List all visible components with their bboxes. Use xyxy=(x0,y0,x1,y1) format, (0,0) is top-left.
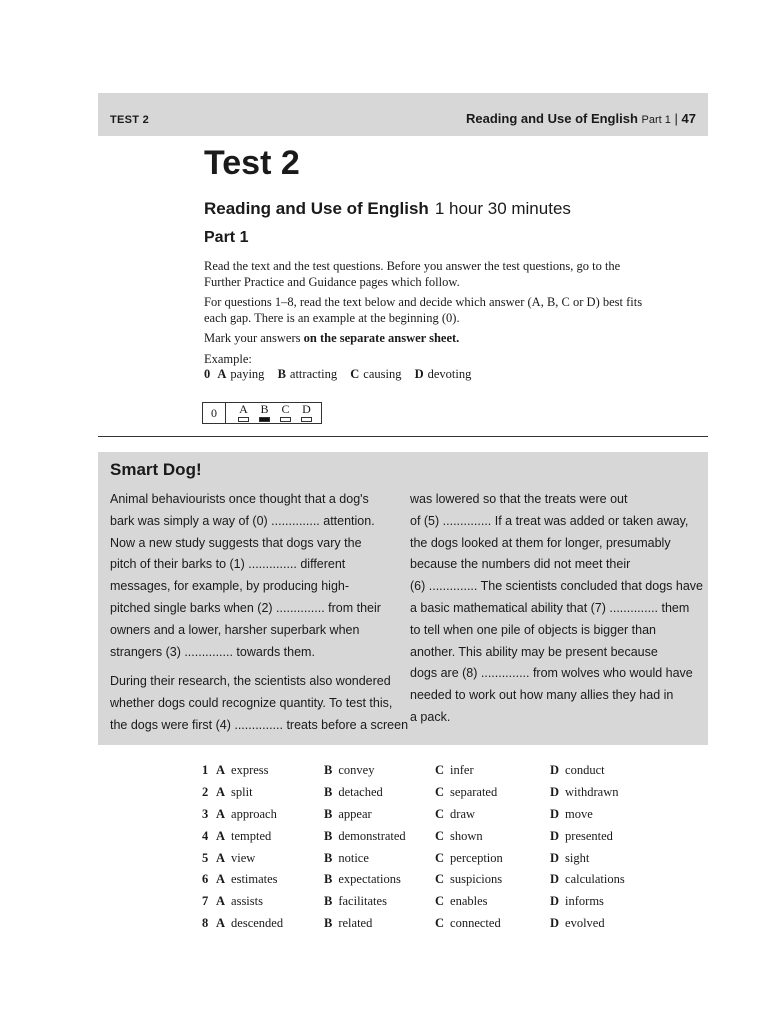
answer-bubble-b: B xyxy=(259,404,270,422)
section-divider xyxy=(98,436,708,437)
option-a: A split xyxy=(216,785,253,800)
paper-name: Reading and Use of English xyxy=(204,199,429,218)
passage-panel xyxy=(98,452,708,745)
option-d: D withdrawn xyxy=(550,785,619,800)
separator: | xyxy=(674,111,678,126)
passage-right-column xyxy=(410,489,703,729)
answer-bubble-c: C xyxy=(280,404,291,422)
example-option-b: B attracting xyxy=(277,367,338,381)
passage-line: the dogs looked at them for longer, presumably xyxy=(410,535,671,550)
example-answer-grid xyxy=(202,402,322,424)
passage-line: Animal behaviourists once thought that a dog's xyxy=(110,492,369,506)
instruction-further-practice: Read the text and the test questions. Before you answer the test questions, go to the Further Practice and Guidance pages which follow. xyxy=(204,259,621,289)
answer-grid-number: 0 xyxy=(203,403,226,423)
passage-line: strangers (3) .............. towards them. xyxy=(110,644,315,659)
question-number: 1 xyxy=(202,763,209,778)
option-c: C connected xyxy=(435,915,501,930)
passage-line: During their research, the scientists also wondered xyxy=(110,674,391,689)
question-number: 2 xyxy=(202,785,209,800)
passage-line: bark was simply a way of (0) .............. attention. xyxy=(110,513,375,528)
part-heading: Part 1 xyxy=(204,229,249,246)
question-number: 4 xyxy=(202,828,209,843)
option-a: A descended xyxy=(216,915,284,930)
page-title: Test 2 xyxy=(204,144,300,182)
option-b: B notice xyxy=(324,850,369,865)
option-a: A approach xyxy=(216,806,277,821)
option-c: C suspicions xyxy=(435,872,503,887)
example-label: Example: xyxy=(204,352,252,366)
option-a: A view xyxy=(216,850,256,865)
test-label: TEST 2 xyxy=(110,114,150,126)
passage-line: owners and a lower, harsher superbark when xyxy=(110,622,360,637)
passage-line: a pack. xyxy=(410,709,451,724)
question-number: 5 xyxy=(202,850,209,865)
question-number: 8 xyxy=(202,915,209,930)
option-b: B facilitates xyxy=(324,894,387,909)
passage-line: to tell when one pile of objects is bigger than xyxy=(410,622,656,637)
passage-line: because the numbers did not meet their xyxy=(410,557,631,572)
passage-line: of (5) .............. If a treat was added or taken away, xyxy=(410,513,689,528)
instruction-questions: For questions 1–8, read the text below and decide which answer (A, B, C or D) best fits each gap. There is an example at the beginning (0). xyxy=(204,295,643,325)
page-number: 47 xyxy=(681,111,696,126)
paper-duration: 1 hour 30 minutes xyxy=(434,199,571,218)
example-options xyxy=(204,367,481,382)
question-row xyxy=(202,891,650,913)
option-a: A tempted xyxy=(216,828,272,843)
option-c: C infer xyxy=(435,763,474,778)
option-a: A assists xyxy=(216,894,263,909)
question-row xyxy=(202,913,650,935)
question-number: 3 xyxy=(202,806,209,821)
question-row xyxy=(202,782,650,804)
question-number: 6 xyxy=(202,872,209,887)
option-c: C perception xyxy=(435,850,503,865)
passage-line: was lowered so that the treats were out xyxy=(410,492,628,506)
paper-subtitle xyxy=(204,199,571,219)
passage-line: a basic mathematical ability that (7) .............. them xyxy=(410,600,690,615)
option-b: B convey xyxy=(324,763,375,778)
passage-line: whether dogs could recognize quantity. To test this, xyxy=(110,696,393,711)
option-d: D calculations xyxy=(550,872,625,887)
option-a: A express xyxy=(216,763,269,778)
answer-bubble-d: D xyxy=(301,404,312,422)
option-a: A estimates xyxy=(216,872,278,887)
instruction-text: Mark your answers xyxy=(204,331,304,345)
option-d: D evolved xyxy=(550,915,605,930)
option-c: C enables xyxy=(435,894,488,909)
passage-left-column xyxy=(110,489,409,737)
option-d: D move xyxy=(550,806,593,821)
question-row xyxy=(202,760,650,782)
example-number: 0 xyxy=(204,367,211,381)
instruction-bold: on the separate answer sheet. xyxy=(303,331,460,345)
question-row xyxy=(202,847,650,869)
option-b: B demonstrated xyxy=(324,828,406,843)
page-header xyxy=(98,93,708,136)
option-d: D informs xyxy=(550,894,604,909)
answer-options-table xyxy=(202,760,650,934)
passage-line: dogs are (8) .............. from wolves who would have xyxy=(410,666,693,681)
passage-line: messages, for example, by producing high- xyxy=(110,579,350,594)
option-c: C shown xyxy=(435,828,483,843)
example-option-a: A paying xyxy=(217,367,265,381)
example-option-d: D devoting xyxy=(414,367,472,381)
passage-line: another. This ability may be present because xyxy=(410,644,658,659)
option-d: D conduct xyxy=(550,763,605,778)
part-label: Part 1 xyxy=(641,114,671,126)
running-head xyxy=(466,111,696,126)
question-row xyxy=(202,825,650,847)
option-b: B related xyxy=(324,915,373,930)
example-option-c: C causing xyxy=(350,367,402,381)
option-b: B detached xyxy=(324,785,383,800)
option-d: D sight xyxy=(550,850,590,865)
option-b: B expectations xyxy=(324,872,401,887)
passage-line: (6) .............. The scientists concluded that dogs have xyxy=(410,579,703,594)
option-c: C draw xyxy=(435,806,476,821)
option-c: C separated xyxy=(435,785,498,800)
passage-line: pitch of their barks to (1) .............. different xyxy=(110,557,346,572)
answer-bubble-a: A xyxy=(238,404,249,422)
question-number: 7 xyxy=(202,894,209,909)
option-b: B appear xyxy=(324,806,372,821)
passage-title: Smart Dog! xyxy=(110,460,202,479)
passage-line: needed to work out how many allies they had in xyxy=(410,688,674,703)
question-row xyxy=(202,804,650,826)
question-row xyxy=(202,869,650,891)
section-name: Reading and Use of English xyxy=(465,111,638,126)
passage-line: the dogs were first (4) .............. treats before a screen xyxy=(110,717,409,732)
passage-line: pitched single barks when (2) .............. from their xyxy=(110,600,381,615)
passage-line: Now a new study suggests that dogs vary the xyxy=(110,535,362,550)
option-d: D presented xyxy=(550,828,613,843)
instruction-answer-sheet xyxy=(204,331,644,347)
